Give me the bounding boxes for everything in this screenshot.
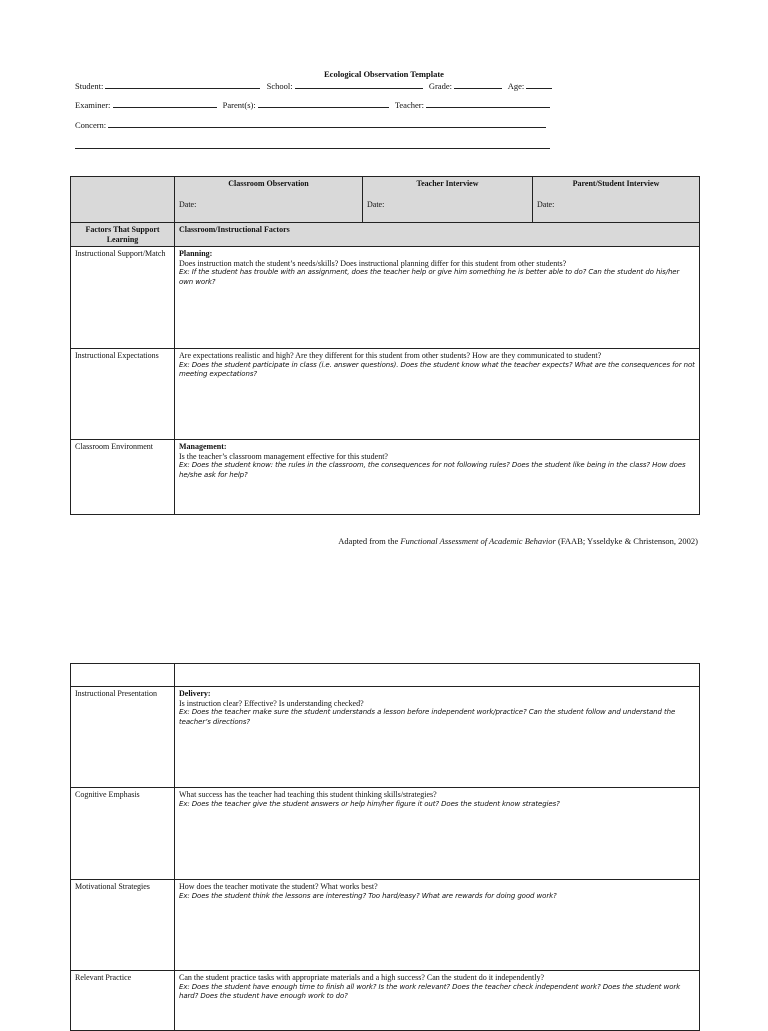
blank-header-cell: [175, 664, 700, 687]
school-field[interactable]: [295, 80, 423, 89]
row-question: Is the teacher’s classroom management effective for this student?: [179, 451, 388, 461]
row-heading: Management:: [179, 442, 227, 451]
school-label: School:: [266, 81, 293, 91]
row-question: Is instruction clear? Effective? Is understanding checked?: [179, 698, 364, 708]
observation-table-2: [70, 663, 700, 1031]
observation-table-1: [70, 176, 700, 515]
table-row: [71, 247, 700, 349]
field-row-examiner: [75, 99, 554, 110]
row-heading: Delivery:: [179, 689, 211, 698]
student-label: Student:: [75, 81, 104, 91]
concern-label: Concern:: [75, 120, 107, 130]
teacher-label: Teacher:: [394, 100, 424, 110]
grade-label: Grade:: [428, 81, 452, 91]
col-header-label: Teacher Interview: [416, 179, 479, 188]
row-question: Does instruction match the student’s needs/skills? Does instructional planning differ for this student from other students?: [179, 258, 567, 268]
row-heading: Planning:: [179, 249, 213, 258]
row-example: Ex: Does the student know: the rules in the classroom, the consequences for not following rules? Does the student like being in the class? How does he/she ask for help?: [179, 461, 686, 479]
row-question: What success has the teacher had teaching this student thinking skills/strategies?: [179, 790, 437, 799]
corner-cell: [71, 177, 175, 223]
source-citation: [0, 536, 698, 546]
factor-label: Classroom Environment: [71, 440, 175, 515]
date-label: Date:: [367, 199, 385, 209]
row-example: Ex: Does the teacher give the student answers or help him/her figure it out? Does the student know strategies?: [179, 799, 560, 808]
row-content-cell[interactable]: [175, 349, 700, 440]
row-example: Ex: Does the student have enough time to finish all work? Is the work relevant? Does the teacher check independent work? Does the student work hard? Does the student have enough work to do?: [179, 982, 681, 1000]
row-example: Ex: Does the student participate in class (i.e. answer questions). Does the student know what the teacher expects? What are the consequences for not meeting expectations?: [179, 360, 695, 378]
source-prefix: Adapted from the: [338, 536, 399, 546]
factor-label: Instructional Expectations: [71, 349, 175, 440]
field-row-student: [75, 80, 556, 91]
source-suffix: (FAAB; Ysseldyke & Christenson, 2002): [557, 536, 698, 546]
col-header-label: Classroom Observation: [228, 179, 309, 188]
parents-field[interactable]: [258, 99, 389, 108]
table-row: [71, 788, 700, 880]
age-field[interactable]: [526, 80, 552, 89]
row-content-cell[interactable]: [175, 247, 700, 349]
age-label: Age:: [507, 81, 525, 91]
date-label: Date:: [179, 199, 197, 209]
row-content-cell[interactable]: [175, 440, 700, 515]
concern-extra-line[interactable]: [75, 148, 550, 149]
examiner-field[interactable]: [113, 99, 217, 108]
col-teacher-interview: [363, 177, 533, 223]
examiner-label: Examiner:: [75, 100, 111, 110]
row-example: Ex: Does the teacher make sure the student understands a lesson before independent work/practice? Can the student follow and understand the teacher’s directions?: [179, 708, 676, 726]
table-row: [71, 880, 700, 971]
factor-label: Motivational Strategies: [71, 880, 175, 971]
blank-header-cell: [71, 664, 175, 687]
source-work-title: Functional Assessment of Academic Behavior: [400, 536, 556, 546]
factor-label: Instructional Support/Match: [71, 247, 175, 349]
page-title: Ecological Observation Template: [324, 69, 444, 79]
row-content-cell[interactable]: [175, 788, 700, 880]
factor-label: Relevant Practice: [71, 971, 175, 1031]
date-label: Date:: [537, 199, 555, 209]
row-content-cell[interactable]: [175, 971, 700, 1031]
col-parent-student-interview: [533, 177, 700, 223]
row-question: Can the student practice tasks with appropriate materials and a high success? Can the student do it independently?: [179, 973, 545, 982]
concern-field[interactable]: [108, 119, 546, 128]
student-field[interactable]: [105, 80, 260, 89]
row-example: Ex: If the student has trouble with an assignment, does the teacher help or give him something he is better able to do? Can the student do his/her own work?: [179, 268, 680, 286]
table-row: [71, 971, 700, 1031]
grade-field[interactable]: [454, 80, 502, 89]
row-question: How does the teacher motivate the student? What works best?: [179, 882, 378, 891]
col-header-label: Parent/Student Interview: [572, 179, 660, 188]
row-content-cell[interactable]: [175, 880, 700, 971]
row-example: Ex: Does the student think the lessons are interesting? Too hard/easy? What are rewards for doing good work?: [179, 891, 557, 900]
table-row: [71, 349, 700, 440]
factor-label: Instructional Presentation: [71, 687, 175, 788]
table-row: [71, 687, 700, 788]
field-row-concern: [75, 119, 550, 130]
parents-label: Parent(s):: [222, 100, 256, 110]
section-header: Classroom/Instructional Factors: [175, 223, 700, 247]
table-row: [71, 440, 700, 515]
col-classroom-observation: [175, 177, 363, 223]
teacher-field[interactable]: [426, 99, 550, 108]
factor-label: Cognitive Emphasis: [71, 788, 175, 880]
row-content-cell[interactable]: [175, 687, 700, 788]
row-question: Are expectations realistic and high? Are they different for this student from other students? How are they communicated to student?: [179, 351, 602, 360]
factors-header: Factors That Support Learning: [71, 223, 175, 247]
